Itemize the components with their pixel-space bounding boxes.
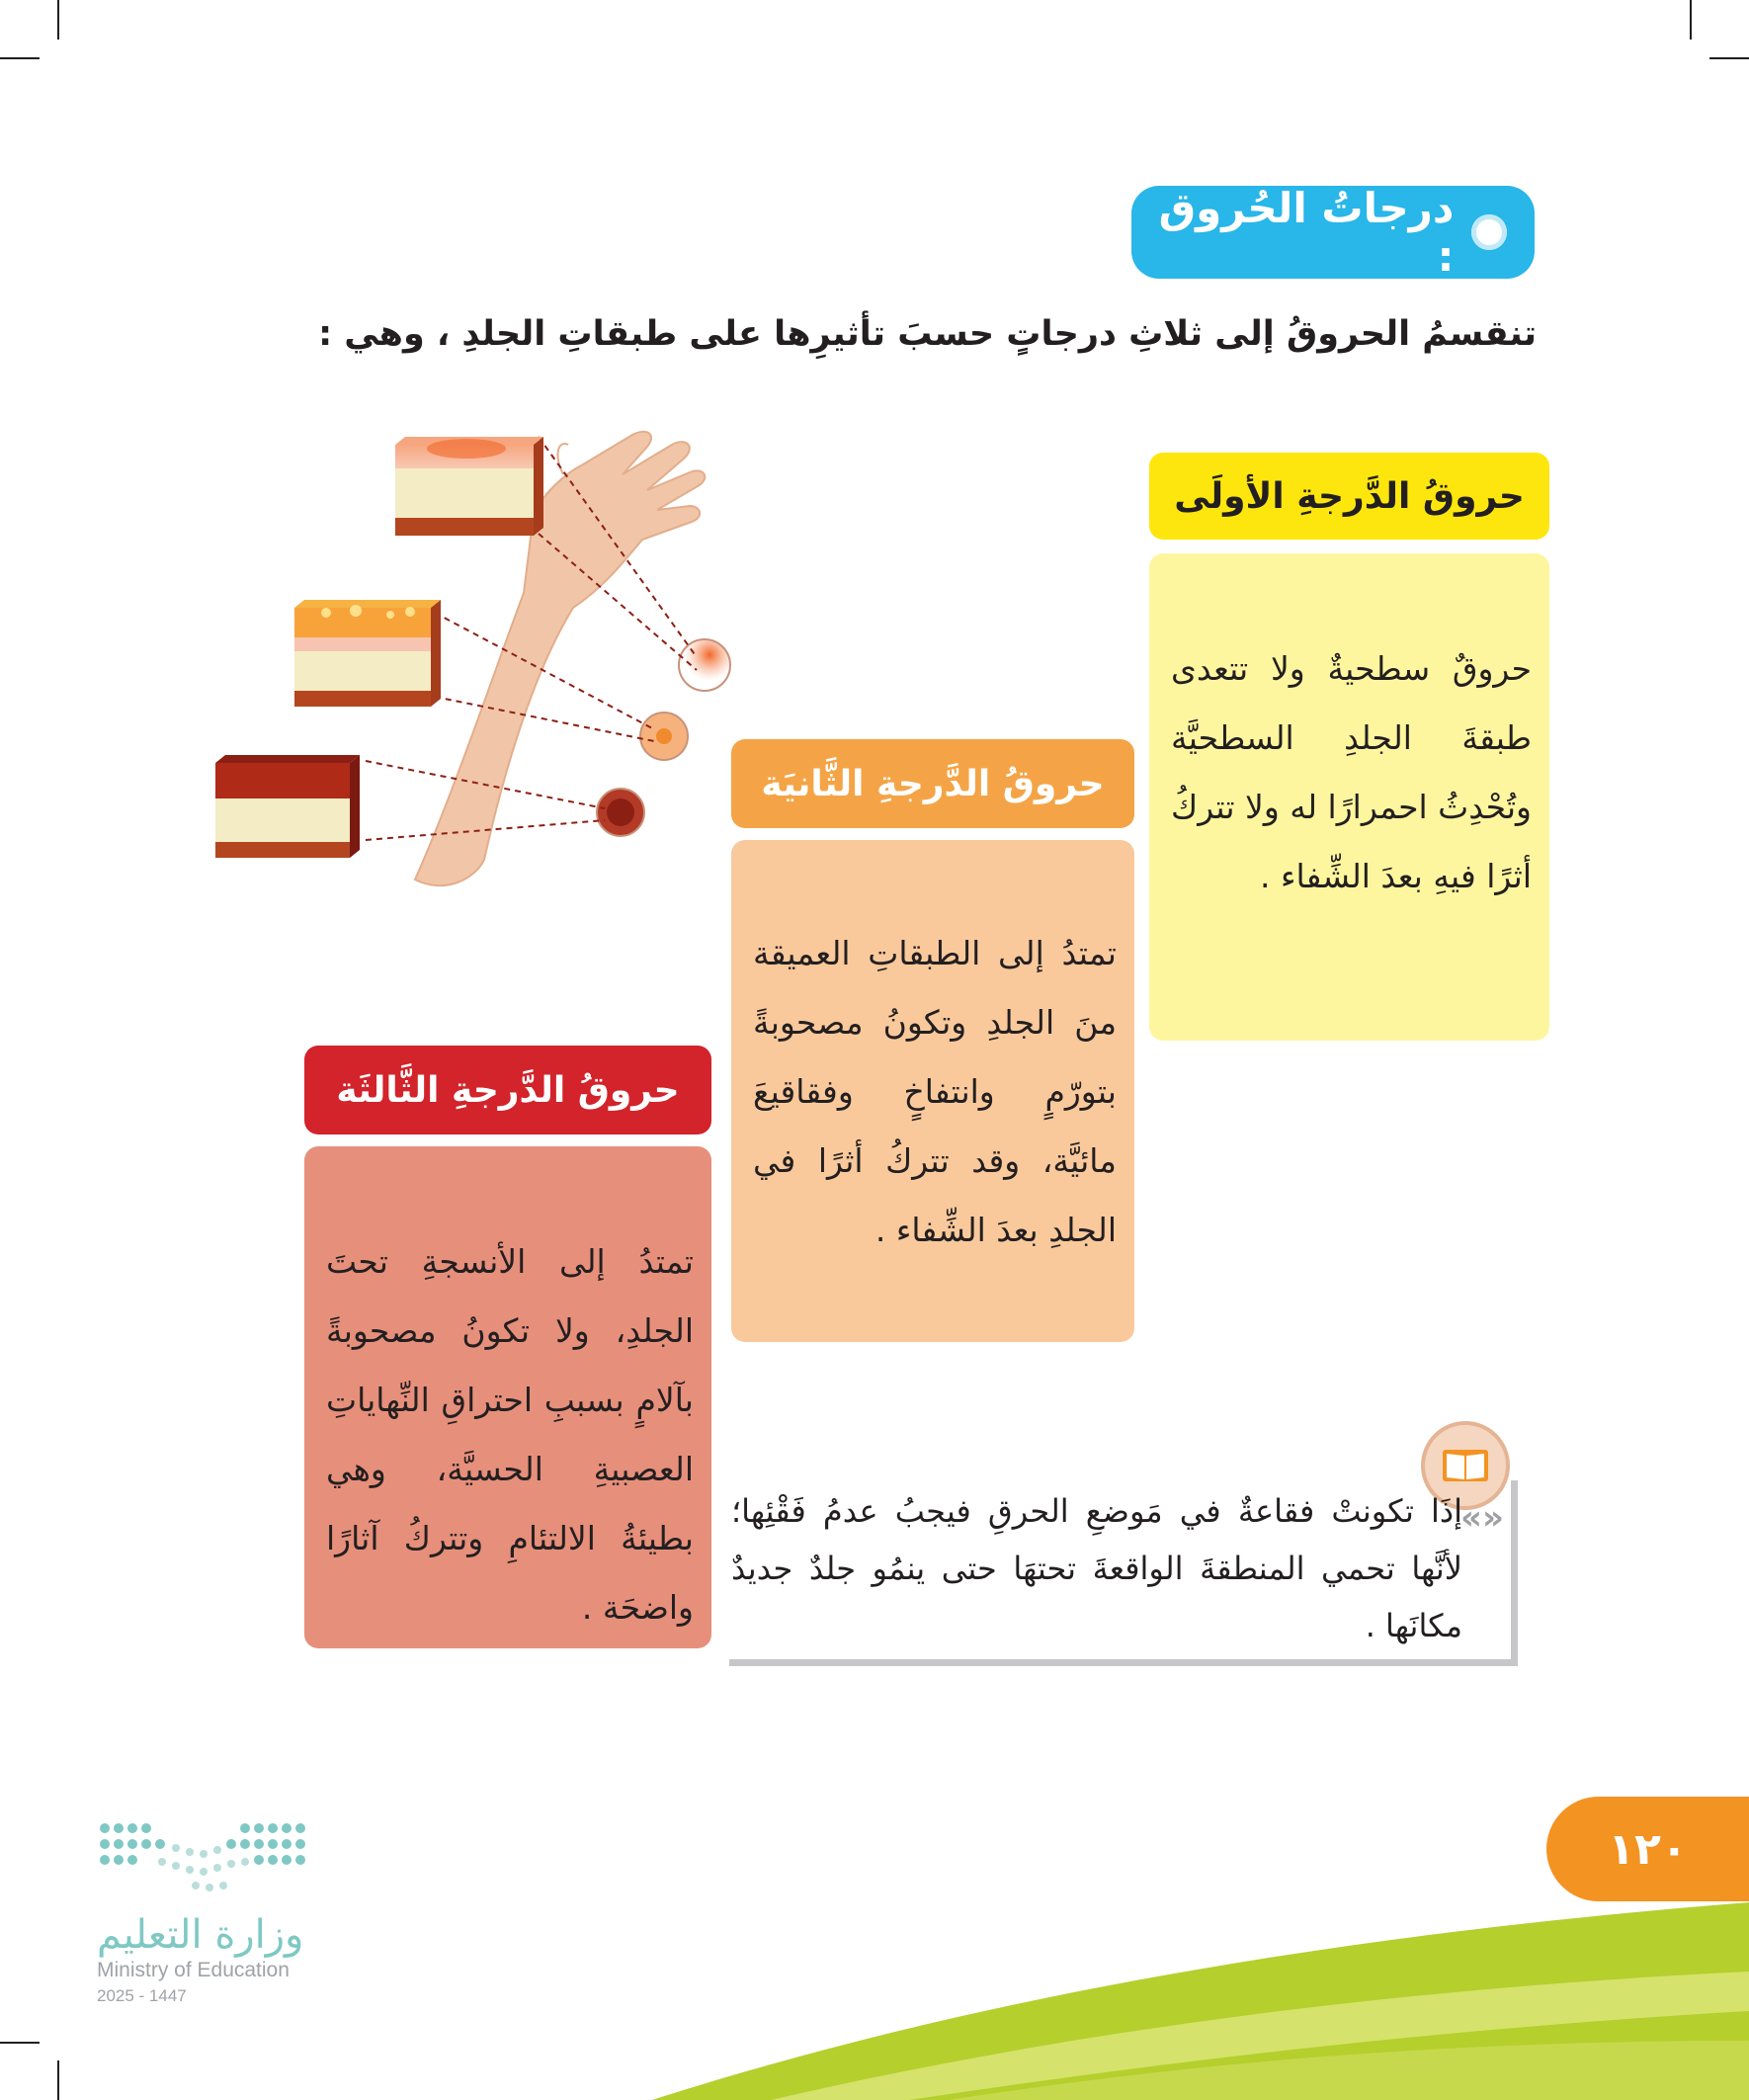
first-degree-card	[1149, 553, 1549, 1041]
burns-illustration	[208, 415, 761, 909]
third-degree-title: حروقُ الدَّرجةِ الثَّالثَة	[304, 1046, 711, 1134]
ministry-name-english: Ministry of Education	[97, 1959, 290, 1981]
skin-block-third	[215, 755, 360, 858]
crop-mark	[57, 2060, 59, 2100]
crop-mark	[1690, 0, 1692, 40]
spot-first	[679, 639, 730, 691]
section-title-pill	[1131, 186, 1535, 279]
note-text: إذَا تكونتْ فقاعةٌ في مَوضعِ الحرقِ فيجبُ عدمُ فَقْئِها؛ لأنَّها تحمي المنطقةَ الواقعةَ تحتهَا حتى ينمُو جلدٌ جديدٌ مكانَها .	[731, 1492, 1462, 1644]
second-degree-card	[731, 840, 1134, 1342]
crop-mark	[57, 0, 59, 40]
ministry-logo-icon	[97, 1818, 314, 1897]
first-degree-title: حروقُ الدَّرجةِ الأولَى	[1149, 453, 1549, 540]
crop-mark	[1709, 57, 1749, 59]
ministry-year: 2025 - 1447	[97, 1986, 187, 2005]
section-title: درجاتُ الحُروق :	[1158, 184, 1455, 281]
third-degree-text: تمتدُ إلى الأنسجةِ تحتَ الجلدِ، ولا تكونُ مصحوبةً بآلامٍ بسببِ احتراقِ النِّهاياتِ العصبيةِ الحسيَّة، وهي بطيئةُ الالتئامِ وتتركُ آثارًا واضحَة .	[326, 1242, 694, 1627]
skin-block-second	[294, 600, 441, 707]
third-degree-card	[304, 1146, 711, 1648]
green-ribbon-decoration	[652, 1902, 1749, 2100]
ministry-name-arabic: وزارة التعليم	[97, 1912, 304, 1958]
intro-text: تنقسمُ الحروقُ إلى ثلاثِ درجاتٍ حسبَ تأثيرِها على طبقاتِ الجلدِ ، وهي :	[318, 314, 1537, 354]
second-degree-text: تمتدُ إلى الطبقاتِ العميقة منَ الجلدِ وتكونُ مصحوبةً بتورّمٍ وانتفاخٍ وفقاقيعَ مائيَّة، وقد تتركُ أثرًا في الجلدِ بعدَ الشِّفاء .	[753, 934, 1117, 1249]
crop-mark	[0, 2042, 40, 2044]
skin-block-first	[395, 437, 543, 536]
page-number: ١٢٠	[1546, 1797, 1749, 1901]
quote-mark: «»	[1460, 1498, 1504, 1538]
second-degree-title: حروقُ الدَّرجةِ الثَّانيَة	[731, 739, 1134, 828]
first-degree-text: حروقٌ سطحيةٌ ولا تتعدى طبقةَ الجلدِ السطحيَّة وتُحْدِثُ احمرارًا له ولا تتركُ أثرًا فيهِ بعدَ الشِّفاء .	[1171, 649, 1532, 895]
bullet-dot-icon	[1471, 214, 1507, 250]
crop-mark	[0, 57, 40, 59]
